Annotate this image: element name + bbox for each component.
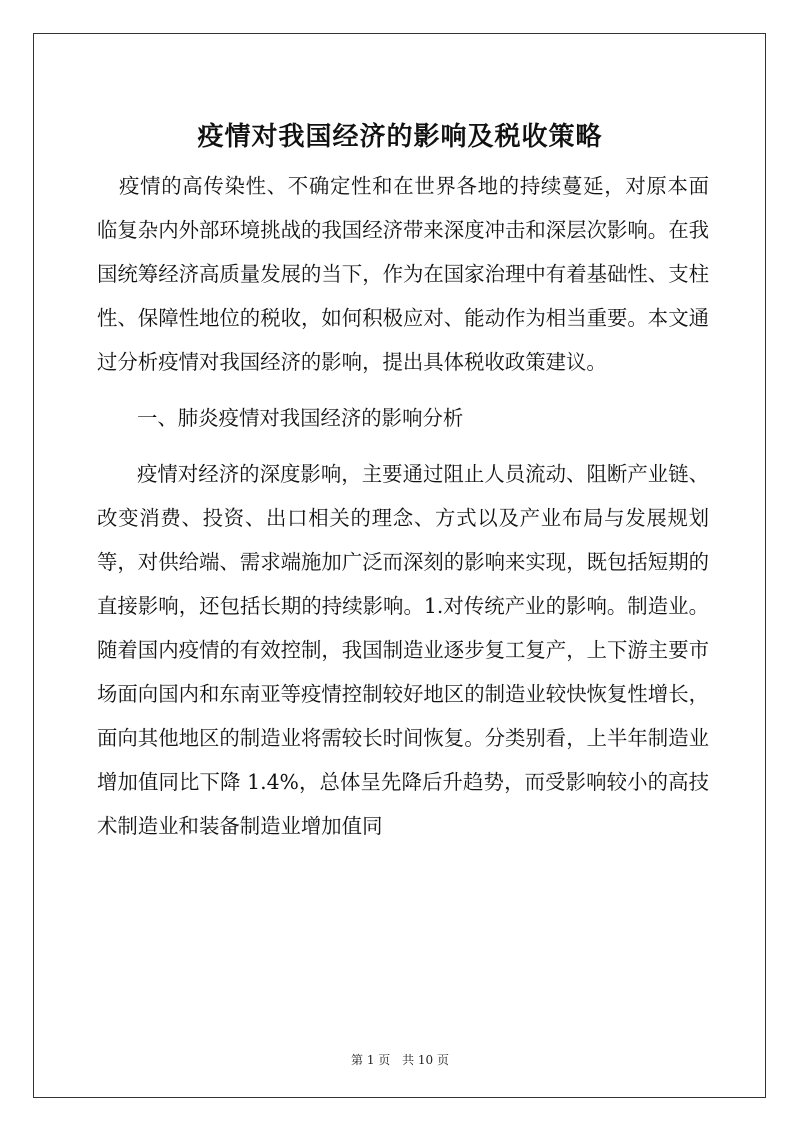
document-title: 疫情对我国经济的影响及税收策略 (197, 122, 603, 153)
document-body (97, 164, 709, 848)
total-pages: 共 10 页 (402, 1053, 449, 1067)
page-footer (0, 1052, 800, 1068)
page-number: 第 1 页 (351, 1053, 391, 1067)
body-paragraph: 疫情对经济的深度影响，主要通过阻止人员流动、阻断产业链、改变消费、投资、出口相关的理念、方式以及产业布局与发展规划等，对供给端、需求端施加广泛而深刻的影响来实现，既包括短期的直接影响，还包括长期的持续影响。1.对传统产业的影响。制造业。随着国内疫情的有效控制，我国制造业逐步复工复产，上下游主要市场面向国内和东南亚等疫情控制较好地区的制造业较快恢复性增长，面向其他地区的制造业将需较长时间恢复。分类别看，上半年制造业增加值同比下降 1.4%，总体呈先降后升趋势，而受影响较小的高技术制造业和装备制造业增加值同 (97, 462, 709, 838)
intro-paragraph: 疫情的高传染性、不确定性和在世界各地的持续蔓延，对原本面临复杂内外部环境挑战的我国经济带来深度冲击和深层次影响。在我国统筹经济高质量发展的当下，作为在国家治理中有着基础性、支柱性、保障性地位的税收，如何积极应对、能动作为相当重要。本文通过分析疫情对我国经济的影响，提出具体税收政策建议。 (97, 174, 709, 374)
section-heading: 一、肺炎疫情对我国经济的影响分析 (137, 406, 464, 430)
